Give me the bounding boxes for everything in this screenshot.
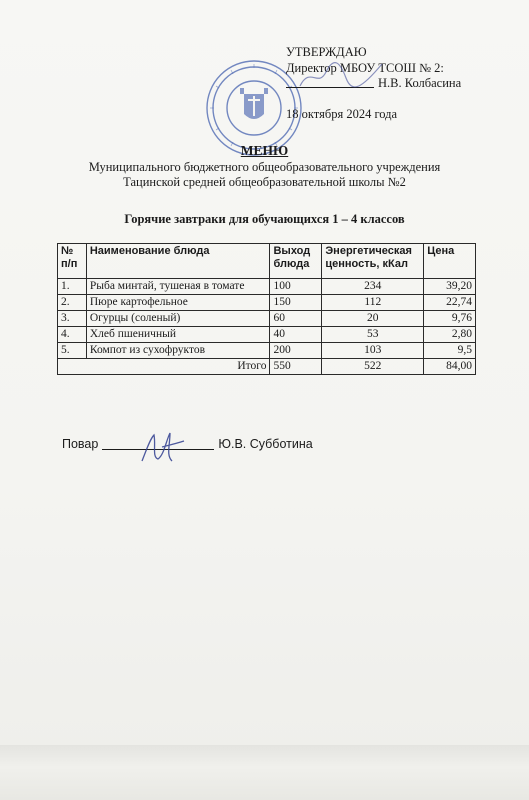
row-price: 2,80 <box>424 327 476 343</box>
total-label: Итого <box>58 359 270 375</box>
total-output: 550 <box>270 359 322 375</box>
header-output: Выход блюда <box>270 244 322 279</box>
institution-line-2: Тацинской средней общеобразовательной школы №2 <box>123 175 406 189</box>
menu-heading: Горячие завтраки для обучающихся 1 – 4 классов <box>124 212 405 226</box>
row-energy: 20 <box>322 311 424 327</box>
row-price: 9,5 <box>424 343 476 359</box>
row-price: 39,20 <box>424 279 476 295</box>
row-output: 40 <box>270 327 322 343</box>
table-row <box>58 343 476 359</box>
table-row <box>58 279 476 295</box>
row-output: 60 <box>270 311 322 327</box>
approve-label: УТВЕРЖДАЮ <box>286 45 367 59</box>
table-row <box>58 327 476 343</box>
row-energy: 112 <box>322 295 424 311</box>
row-name: Рыба минтай, тушеная в томате <box>86 279 270 295</box>
total-row <box>58 359 476 375</box>
cook-label: Повар <box>62 437 99 451</box>
table-row <box>58 295 476 311</box>
table-header-row <box>58 244 476 279</box>
cook-name: Ю.В. Субботина <box>218 437 313 451</box>
row-energy: 53 <box>322 327 424 343</box>
row-energy: 103 <box>322 343 424 359</box>
header-num: № п/п <box>58 244 87 279</box>
row-num: 5. <box>58 343 87 359</box>
page-fold-shadow <box>0 745 529 800</box>
row-price: 22,74 <box>424 295 476 311</box>
approval-date: 18 октября 2024 года <box>286 107 398 121</box>
total-price: 84,00 <box>424 359 476 375</box>
institution-name <box>0 160 529 190</box>
header-price: Цена <box>424 244 476 279</box>
institution-line-1: Муниципального бюджетного общеобразовательного учреждения <box>88 160 441 174</box>
row-num: 2. <box>58 295 87 311</box>
header-name: Наименование блюда <box>86 244 270 279</box>
row-name: Пюре картофельное <box>86 295 270 311</box>
header-energy: Энергетическая ценность, кКал <box>322 244 424 279</box>
page-title: МЕНЮ <box>240 143 289 158</box>
total-energy: 522 <box>322 359 424 375</box>
row-output: 200 <box>270 343 322 359</box>
table-row <box>58 311 476 327</box>
row-num: 3. <box>58 311 87 327</box>
cook-signature-block <box>62 437 313 451</box>
row-name: Хлеб пшеничный <box>86 327 270 343</box>
row-num: 4. <box>58 327 87 343</box>
menu-table <box>57 243 476 375</box>
director-position: Директор МБОУ ТСОШ № 2: <box>286 60 444 75</box>
row-price: 9,76 <box>424 311 476 327</box>
director-name: Н.В. Колбасина <box>378 76 462 90</box>
row-output: 150 <box>270 295 322 311</box>
row-name: Компот из сухофруктов <box>86 343 270 359</box>
row-name: Огурцы (соленый) <box>86 311 270 327</box>
row-num: 1. <box>58 279 87 295</box>
row-energy: 234 <box>322 279 424 295</box>
row-output: 100 <box>270 279 322 295</box>
cook-signature-icon <box>136 425 186 470</box>
director-signature-icon <box>296 58 386 94</box>
